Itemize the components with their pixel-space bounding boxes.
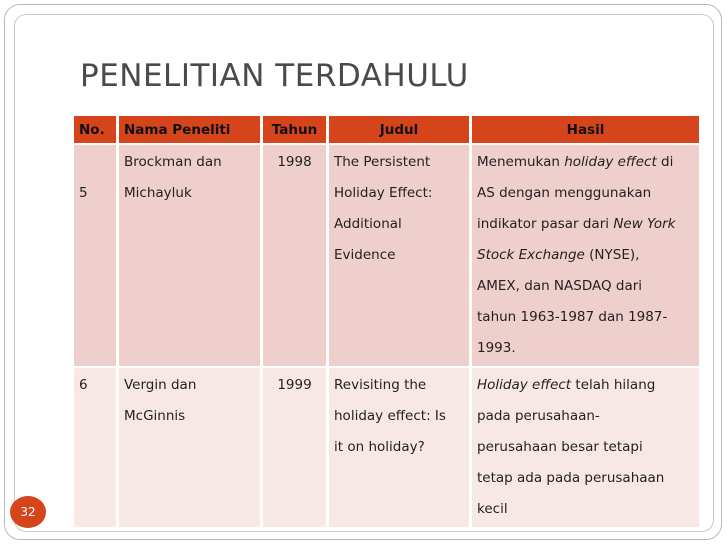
judul-line: holiday effect: Is: [334, 408, 446, 424]
peneliti-line: Michayluk: [124, 185, 192, 201]
hasil-text: pada perusahaan-: [477, 408, 600, 424]
cell-hasil: [472, 145, 699, 366]
cell-tahun: 1998: [263, 145, 326, 366]
hasil-italic: holiday effect: [564, 154, 657, 170]
hasil-text: AMEX, dan NASDAQ dari: [477, 278, 643, 294]
header-tahun: Tahun: [263, 116, 326, 143]
cell-judul: [329, 145, 469, 366]
judul-line: it on holiday?: [334, 439, 425, 455]
judul-line: Evidence: [334, 247, 396, 263]
hasil-text: tahun 1963-1987 dan 1987-: [477, 309, 668, 325]
research-table: [71, 114, 702, 529]
cell-no: 6: [74, 368, 116, 527]
slide-title: PENELITIAN TERDAHULU: [80, 58, 469, 94]
hasil-italic: New York: [613, 216, 676, 232]
table-row: [74, 145, 699, 366]
hasil-text: kecil: [477, 501, 508, 517]
row-number: 5: [79, 185, 88, 201]
cell-peneliti: [119, 368, 260, 527]
judul-line: Holiday Effect:: [334, 185, 433, 201]
judul-line: Revisiting the: [334, 377, 427, 393]
table-header-row: [74, 116, 699, 143]
header-hasil: Hasil: [472, 116, 699, 143]
peneliti-line: Vergin dan: [124, 377, 197, 393]
hasil-text: (NYSE),: [584, 247, 640, 263]
cell-peneliti: [119, 145, 260, 366]
header-judul: Judul: [329, 116, 469, 143]
judul-line: Additional: [334, 216, 402, 232]
header-no: No.: [74, 116, 116, 143]
judul-line: The Persistent: [334, 154, 431, 170]
table-row: [74, 368, 699, 527]
cell-no: [74, 145, 116, 366]
hasil-text: perusahaan besar tetapi: [477, 439, 643, 455]
page-number-badge: 32: [10, 496, 46, 528]
peneliti-line: McGinnis: [124, 408, 186, 424]
cell-tahun: 1999: [263, 368, 326, 527]
hasil-text: tetap ada pada perusahaan: [477, 470, 665, 486]
hasil-italic: Holiday effect: [477, 377, 572, 393]
hasil-italic: Stock Exchange: [477, 247, 585, 263]
cell-judul: [329, 368, 469, 527]
cell-hasil: [472, 368, 699, 527]
hasil-text: 1993.: [477, 340, 516, 356]
peneliti-line: Brockman dan: [124, 154, 222, 170]
hasil-text: AS dengan menggunakan: [477, 185, 652, 201]
hasil-text: Menemukan: [477, 154, 565, 170]
hasil-text: di: [656, 154, 674, 170]
hasil-text: telah hilang: [571, 377, 656, 393]
hasil-text: indikator pasar dari: [477, 216, 614, 232]
header-nama-peneliti: Nama Peneliti: [119, 116, 260, 143]
